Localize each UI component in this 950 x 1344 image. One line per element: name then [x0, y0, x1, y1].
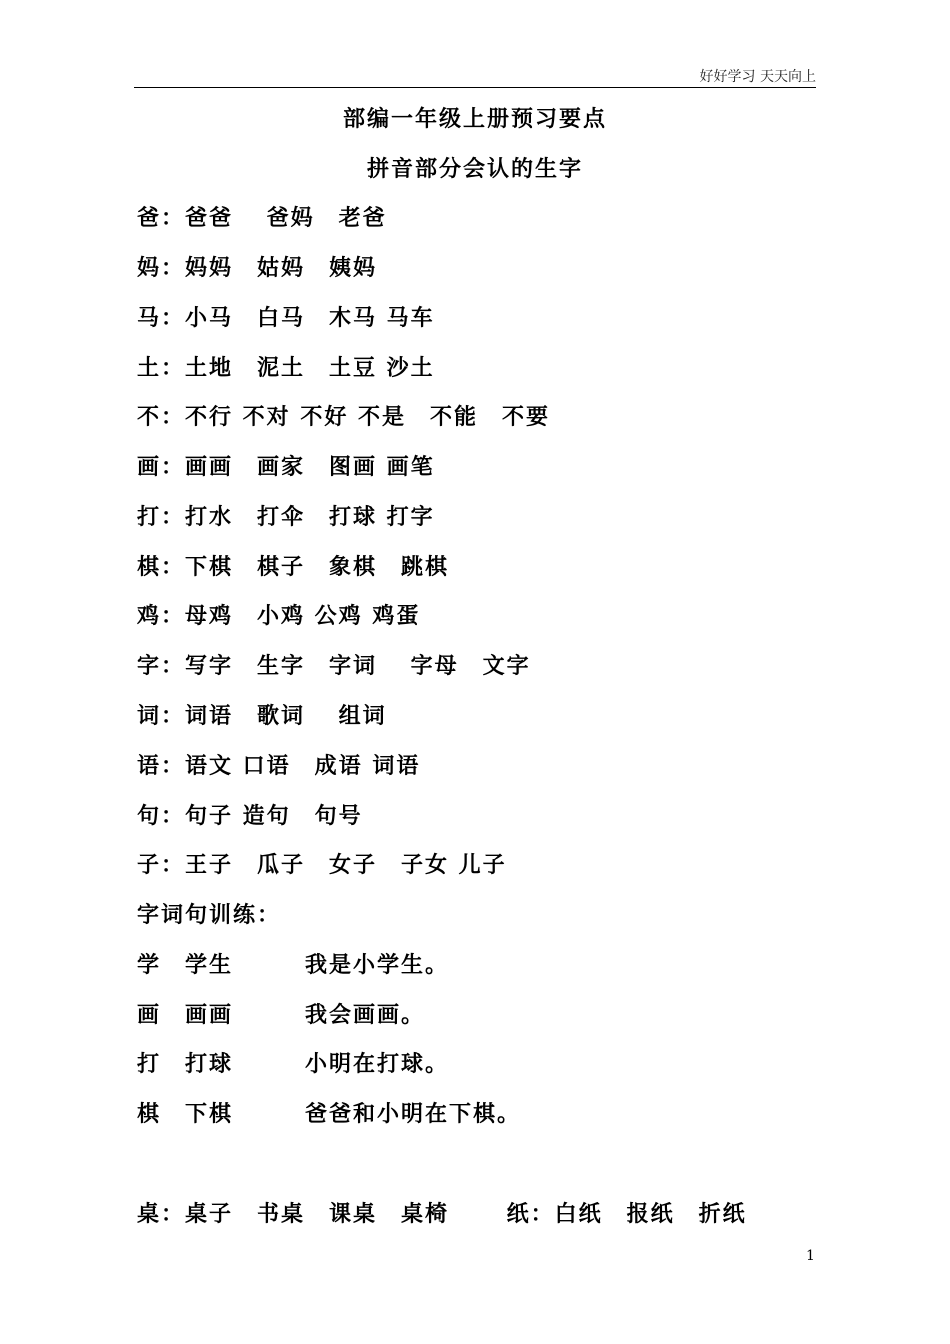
char-line: 土：土地 泥土 土豆 沙土	[137, 355, 435, 381]
char-line: 字：写字 生字 字词 字母 文字	[137, 653, 531, 679]
char-line: 词：词语 歌词 组词	[137, 703, 387, 729]
char-line: 爸：爸爸 爸妈 老爸	[137, 205, 387, 231]
char-line: 鸡：母鸡 小鸡 公鸡 鸡蛋	[137, 603, 421, 629]
char-line: 棋：下棋 棋子 象棋 跳棋	[137, 554, 450, 580]
header-rule	[134, 87, 816, 88]
char-line: 打：打水 打伞 打球 打字	[137, 504, 435, 530]
page-number: 1	[806, 1248, 815, 1264]
practice-line: 打 打球 小明在打球。	[137, 1051, 450, 1077]
page-title: 部编一年级上册预习要点	[342, 106, 607, 132]
char-line: 句：句子 造句 句号	[137, 803, 363, 829]
char-line: 不：不行 不对 不好 不是 不能 不要	[137, 404, 550, 430]
practice-line: 学 学生 我是小学生。	[137, 952, 450, 978]
char-line: 妈：妈妈 姑妈 姨妈	[137, 255, 378, 281]
page-subtitle: 拼音部分会认的生字	[366, 156, 583, 182]
char-line: 子：王子 瓜子 女子 子女 儿子	[137, 852, 507, 878]
char-line-bottom: 桌：桌子 书桌 课桌 桌椅 纸：白纸 报纸 折纸	[137, 1201, 747, 1227]
practice-line: 棋 下棋 爸爸和小明在下棋。	[137, 1101, 522, 1127]
char-line: 画：画画 画家 图画 画笔	[137, 454, 435, 480]
practice-heading: 字词句训练：	[137, 902, 282, 928]
char-line: 马：小马 白马 木马 马车	[137, 305, 435, 331]
practice-line: 画 画画 我会画画。	[137, 1002, 426, 1028]
char-line: 语：语文 口语 成语 词语	[137, 753, 421, 779]
header-motto: 好好学习 天天向上	[699, 69, 816, 85]
